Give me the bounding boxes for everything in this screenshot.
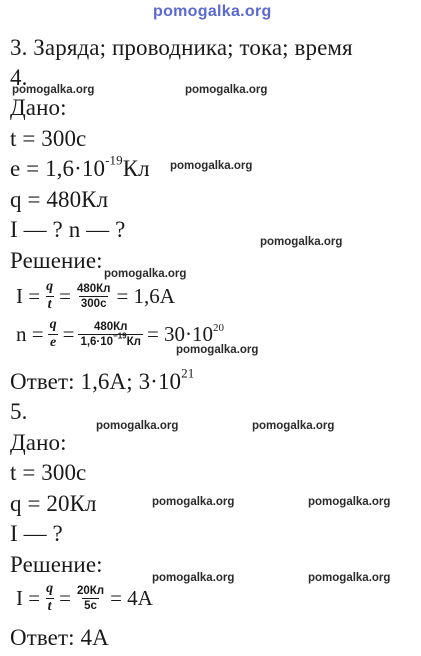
watermark: pomogalka.org (252, 420, 335, 432)
watermark: pomogalka.org (176, 344, 259, 356)
task5-given-label: Дано: (10, 430, 67, 455)
task4-formula-current: I = $\frac{q}{t}$ = $\frac{480Кл}{300с}$ = 1,6A (16, 279, 175, 312)
task5-given-t: t = 300с (10, 460, 87, 485)
watermark: pomogalka.org (308, 496, 391, 508)
task4-given-label: Дано: (10, 95, 67, 120)
fraction-q-over-t: $\frac{q}{t}$ (46, 581, 54, 614)
watermark: pomogalka.org (152, 496, 235, 508)
task4-find: I — ? n — ? (10, 217, 126, 242)
fraction-values: $\frac{480Кл}{1,6\cdot 10^{-19}Кл}$ (80, 320, 141, 348)
watermark-header: pomogalka.org (153, 3, 272, 20)
task4-solution-label: Решение: (10, 248, 103, 273)
fraction-values: $\frac{20Кл}{5с}$ (76, 584, 105, 612)
fraction-q-over-t: $\frac{q}{t}$ (46, 279, 54, 312)
task4-answer: Ответ: 1,6А; $3\cdot 10^{21}$ (10, 365, 195, 394)
task5-number: 5. (10, 399, 28, 424)
watermark: pomogalka.org (12, 84, 95, 96)
fraction-values: $\frac{480Кл}{300с}$ (76, 282, 111, 310)
task4-given-t: t = 300с (10, 126, 87, 151)
task5-find: I — ? (10, 521, 63, 546)
task5-solution-label: Решение: (10, 552, 103, 577)
task5-formula-current: I = $\frac{q}{t}$ = $\frac{20Кл}{5с}$ = 4A (16, 581, 153, 614)
task3-answer: 3. Заряда; проводника; тока; время (10, 35, 353, 60)
watermark: pomogalka.org (152, 572, 235, 584)
watermark: pomogalka.org (96, 420, 179, 432)
task4-number: 4. (10, 65, 28, 90)
watermark: pomogalka.org (170, 160, 253, 172)
task4-given-q: q = 480Кл (10, 187, 109, 212)
task4-formula-count: n = $\frac{q}{e}$ = $\frac{480Кл}{1,6\cdot 10^{-19}Кл}$ = $30\cdot 10^{20}$ (16, 317, 225, 350)
watermark: pomogalka.org (185, 84, 268, 96)
task5-given-q: q = 20Кл (10, 491, 97, 516)
watermark: pomogalka.org (260, 236, 343, 248)
task5-answer: Ответ: 4А (10, 625, 109, 650)
task4-given-e: $e = 1,6\cdot 10^{-19}Кл$ (10, 152, 150, 181)
watermark: pomogalka.org (104, 268, 187, 280)
watermark: pomogalka.org (308, 572, 391, 584)
fraction-q-over-e: $\frac{q}{e}$ (49, 317, 57, 350)
